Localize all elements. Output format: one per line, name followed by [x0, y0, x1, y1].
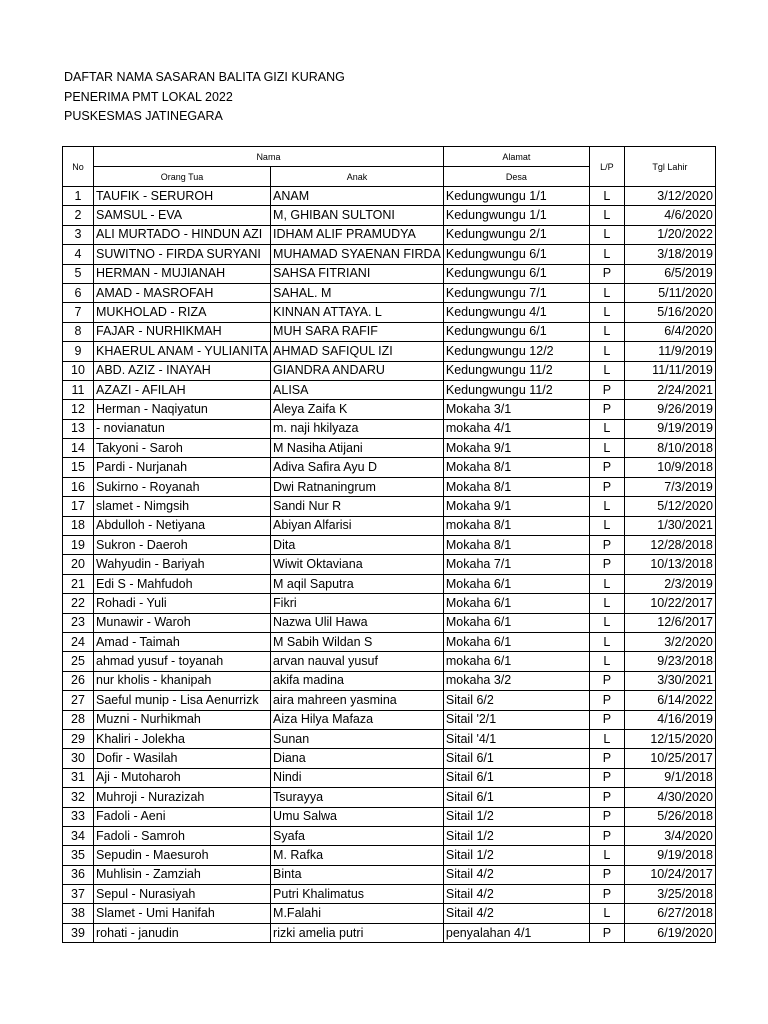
- header-nama: Nama: [94, 147, 444, 167]
- cell-orang-tua: ALI MURTADO - HINDUN AZI: [94, 225, 271, 244]
- table-row: [63, 788, 716, 807]
- cell-orang-tua: Takyoni - Saroh: [94, 439, 271, 458]
- cell-lp: L: [589, 419, 624, 438]
- cell-desa: Kedungwungu 2/1: [443, 225, 589, 244]
- cell-anak: Sunan: [271, 729, 444, 748]
- cell-no: 7: [63, 303, 94, 322]
- cell-lp: P: [589, 807, 624, 826]
- cell-no: 21: [63, 574, 94, 593]
- table-row: [63, 187, 716, 206]
- cell-no: 17: [63, 497, 94, 516]
- cell-orang-tua: nur kholis - khanipah: [94, 671, 271, 690]
- cell-lp: P: [589, 885, 624, 904]
- cell-tgl-lahir: 2/3/2019: [624, 574, 715, 593]
- table-row: [63, 885, 716, 904]
- cell-anak: Abiyan Alfarisi: [271, 516, 444, 535]
- cell-anak: Dwi Ratnaningrum: [271, 477, 444, 496]
- table-row: [63, 768, 716, 787]
- cell-anak: Adiva Safira Ayu D: [271, 458, 444, 477]
- table-row: [63, 632, 716, 651]
- cell-desa: Kedungwungu 7/1: [443, 283, 589, 302]
- cell-tgl-lahir: 2/24/2021: [624, 380, 715, 399]
- cell-no: 10: [63, 361, 94, 380]
- cell-desa: Mokaha 8/1: [443, 458, 589, 477]
- cell-lp: P: [589, 380, 624, 399]
- cell-orang-tua: Herman - Naqiyatun: [94, 400, 271, 419]
- cell-lp: L: [589, 322, 624, 341]
- cell-orang-tua: Sukron - Daeroh: [94, 536, 271, 555]
- cell-orang-tua: ABD. AZIZ - INAYAH: [94, 361, 271, 380]
- cell-anak: M. Rafka: [271, 846, 444, 865]
- cell-no: 29: [63, 729, 94, 748]
- cell-anak: IDHAM ALIF PRAMUDYA: [271, 225, 444, 244]
- cell-no: 4: [63, 245, 94, 264]
- cell-orang-tua: SUWITNO - FIRDA SURYANI: [94, 245, 271, 264]
- cell-desa: Sitail '4/1: [443, 729, 589, 748]
- cell-lp: P: [589, 768, 624, 787]
- table-row: [63, 458, 716, 477]
- cell-no: 27: [63, 691, 94, 710]
- cell-anak: Sandi Nur R: [271, 497, 444, 516]
- cell-anak: Aleya Zaifa K: [271, 400, 444, 419]
- cell-orang-tua: Saeful munip - Lisa Aenurrizk: [94, 691, 271, 710]
- cell-desa: Sitail 6/1: [443, 788, 589, 807]
- table-header: [63, 147, 716, 187]
- cell-no: 2: [63, 206, 94, 225]
- cell-no: 13: [63, 419, 94, 438]
- cell-tgl-lahir: 1/20/2022: [624, 225, 715, 244]
- cell-orang-tua: Abdulloh - Netiyana: [94, 516, 271, 535]
- cell-desa: Kedungwungu 11/2: [443, 380, 589, 399]
- cell-lp: L: [589, 652, 624, 671]
- cell-desa: Kedungwungu 1/1: [443, 187, 589, 206]
- cell-orang-tua: ahmad yusuf - toyanah: [94, 652, 271, 671]
- cell-lp: P: [589, 400, 624, 419]
- cell-no: 26: [63, 671, 94, 690]
- cell-orang-tua: Fadoli - Aeni: [94, 807, 271, 826]
- cell-tgl-lahir: 9/26/2019: [624, 400, 715, 419]
- table-row: [63, 671, 716, 690]
- cell-tgl-lahir: 10/24/2017: [624, 865, 715, 884]
- cell-no: 25: [63, 652, 94, 671]
- cell-tgl-lahir: 9/23/2018: [624, 652, 715, 671]
- cell-tgl-lahir: 10/22/2017: [624, 594, 715, 613]
- table-row: [63, 419, 716, 438]
- cell-anak: Putri Khalimatus: [271, 885, 444, 904]
- cell-tgl-lahir: 11/9/2019: [624, 342, 715, 361]
- cell-tgl-lahir: 3/30/2021: [624, 671, 715, 690]
- cell-desa: Sitail 1/2: [443, 826, 589, 845]
- cell-anak: rizki amelia putri: [271, 923, 444, 942]
- cell-tgl-lahir: 1/30/2021: [624, 516, 715, 535]
- cell-orang-tua: slamet - Nimgsih: [94, 497, 271, 516]
- cell-desa: Sitail 4/2: [443, 865, 589, 884]
- table-row: [63, 497, 716, 516]
- cell-tgl-lahir: 12/6/2017: [624, 613, 715, 632]
- cell-lp: L: [589, 613, 624, 632]
- cell-anak: Tsurayya: [271, 788, 444, 807]
- cell-desa: Mokaha 9/1: [443, 439, 589, 458]
- cell-tgl-lahir: 9/1/2018: [624, 768, 715, 787]
- cell-anak: KINNAN ATTAYA. L: [271, 303, 444, 322]
- cell-no: 31: [63, 768, 94, 787]
- cell-anak: SAHSA FITRIANI: [271, 264, 444, 283]
- cell-lp: P: [589, 458, 624, 477]
- cell-orang-tua: Dofir - Wasilah: [94, 749, 271, 768]
- cell-tgl-lahir: 5/26/2018: [624, 807, 715, 826]
- cell-desa: penyalahan 4/1: [443, 923, 589, 942]
- cell-tgl-lahir: 4/6/2020: [624, 206, 715, 225]
- table-row: [63, 303, 716, 322]
- cell-anak: M Sabih Wildan S: [271, 632, 444, 651]
- table-row: [63, 652, 716, 671]
- cell-no: 1: [63, 187, 94, 206]
- cell-desa: mokaha 4/1: [443, 419, 589, 438]
- cell-orang-tua: Sukirno - Royanah: [94, 477, 271, 496]
- cell-tgl-lahir: 10/13/2018: [624, 555, 715, 574]
- table-row: [63, 729, 716, 748]
- cell-no: 38: [63, 904, 94, 923]
- cell-desa: mokaha 3/2: [443, 671, 589, 690]
- cell-tgl-lahir: 12/28/2018: [624, 536, 715, 555]
- cell-lp: L: [589, 225, 624, 244]
- title-line-2: PENERIMA PMT LOKAL 2022: [64, 89, 233, 104]
- cell-orang-tua: HERMAN - MUJIANAH: [94, 264, 271, 283]
- cell-anak: arvan nauval yusuf: [271, 652, 444, 671]
- table-row: [63, 710, 716, 729]
- cell-no: 6: [63, 283, 94, 302]
- cell-anak: Fikri: [271, 594, 444, 613]
- table-row: [63, 749, 716, 768]
- cell-no: 15: [63, 458, 94, 477]
- cell-lp: P: [589, 691, 624, 710]
- cell-tgl-lahir: 7/3/2019: [624, 477, 715, 496]
- cell-desa: Mokaha 8/1: [443, 477, 589, 496]
- header-lp: L/P: [589, 147, 624, 187]
- document-header: [64, 68, 345, 127]
- cell-no: 19: [63, 536, 94, 555]
- cell-lp: L: [589, 361, 624, 380]
- cell-tgl-lahir: 10/25/2017: [624, 749, 715, 768]
- table-row: [63, 613, 716, 632]
- cell-tgl-lahir: 10/9/2018: [624, 458, 715, 477]
- cell-anak: aira mahreen yasmina: [271, 691, 444, 710]
- cell-anak: MUH SARA RAFIF: [271, 322, 444, 341]
- cell-desa: Kedungwungu 6/1: [443, 322, 589, 341]
- cell-tgl-lahir: 4/30/2020: [624, 788, 715, 807]
- cell-anak: MUHAMAD SYAENAN FIRDA: [271, 245, 444, 264]
- cell-lp: L: [589, 206, 624, 225]
- cell-orang-tua: Pardi - Nurjanah: [94, 458, 271, 477]
- cell-orang-tua: MUKHOLAD - RIZA: [94, 303, 271, 322]
- header-alamat: Alamat: [443, 147, 589, 167]
- table-row: [63, 846, 716, 865]
- table-body: [63, 187, 716, 943]
- cell-anak: m. naji hkilyaza: [271, 419, 444, 438]
- cell-orang-tua: Edi S - Mahfudoh: [94, 574, 271, 593]
- cell-anak: Syafa: [271, 826, 444, 845]
- table-row: [63, 516, 716, 535]
- cell-desa: Kedungwungu 12/2: [443, 342, 589, 361]
- cell-no: 34: [63, 826, 94, 845]
- cell-desa: Sitail 1/2: [443, 846, 589, 865]
- cell-lp: L: [589, 594, 624, 613]
- cell-tgl-lahir: 3/2/2020: [624, 632, 715, 651]
- cell-desa: Sitail '2/1: [443, 710, 589, 729]
- cell-lp: L: [589, 497, 624, 516]
- cell-desa: Kedungwungu 11/2: [443, 361, 589, 380]
- cell-anak: Dita: [271, 536, 444, 555]
- cell-tgl-lahir: 6/27/2018: [624, 904, 715, 923]
- cell-tgl-lahir: 12/15/2020: [624, 729, 715, 748]
- cell-no: 39: [63, 923, 94, 942]
- cell-no: 28: [63, 710, 94, 729]
- cell-no: 9: [63, 342, 94, 361]
- cell-lp: L: [589, 574, 624, 593]
- cell-lp: L: [589, 439, 624, 458]
- cell-tgl-lahir: 3/4/2020: [624, 826, 715, 845]
- cell-orang-tua: SAMSUL - EVA: [94, 206, 271, 225]
- cell-tgl-lahir: 11/11/2019: [624, 361, 715, 380]
- cell-orang-tua: Fadoli - Samroh: [94, 826, 271, 845]
- table-row: [63, 923, 716, 942]
- cell-anak: Umu Salwa: [271, 807, 444, 826]
- cell-lp: L: [589, 729, 624, 748]
- cell-lp: P: [589, 264, 624, 283]
- cell-anak: Nindi: [271, 768, 444, 787]
- table-row: [63, 865, 716, 884]
- table-row: [63, 807, 716, 826]
- table-row: [63, 322, 716, 341]
- cell-tgl-lahir: 6/19/2020: [624, 923, 715, 942]
- cell-no: 20: [63, 555, 94, 574]
- cell-lp: L: [589, 245, 624, 264]
- cell-no: 3: [63, 225, 94, 244]
- cell-lp: P: [589, 555, 624, 574]
- cell-lp: P: [589, 477, 624, 496]
- cell-anak: M, GHIBAN SULTONI: [271, 206, 444, 225]
- table-row: [63, 826, 716, 845]
- table-row: [63, 361, 716, 380]
- cell-desa: Kedungwungu 4/1: [443, 303, 589, 322]
- cell-desa: Mokaha 6/1: [443, 574, 589, 593]
- cell-desa: Kedungwungu 6/1: [443, 245, 589, 264]
- cell-lp: L: [589, 632, 624, 651]
- cell-no: 24: [63, 632, 94, 651]
- table-row: [63, 264, 716, 283]
- cell-desa: Mokaha 7/1: [443, 555, 589, 574]
- cell-lp: L: [589, 342, 624, 361]
- cell-orang-tua: FAJAR - NURHIKMAH: [94, 322, 271, 341]
- cell-lp: P: [589, 536, 624, 555]
- title-line-1: DAFTAR NAMA SASARAN BALITA GIZI KURANG: [64, 70, 345, 84]
- cell-no: 37: [63, 885, 94, 904]
- cell-no: 22: [63, 594, 94, 613]
- title-line-3: PUSKESMAS JATINEGARA: [64, 109, 223, 123]
- cell-anak: M aqil Saputra: [271, 574, 444, 593]
- cell-desa: mokaha 6/1: [443, 652, 589, 671]
- table-row: [63, 594, 716, 613]
- cell-orang-tua: Munawir - Waroh: [94, 613, 271, 632]
- cell-orang-tua: - novianatun: [94, 419, 271, 438]
- table-row: [63, 904, 716, 923]
- cell-no: 30: [63, 749, 94, 768]
- header-tgl-lahir: Tgl Lahir: [624, 147, 715, 187]
- cell-orang-tua: Sepul - Nurasiyah: [94, 885, 271, 904]
- cell-tgl-lahir: 5/12/2020: [624, 497, 715, 516]
- cell-tgl-lahir: 6/14/2022: [624, 691, 715, 710]
- cell-anak: Diana: [271, 749, 444, 768]
- cell-tgl-lahir: 6/4/2020: [624, 322, 715, 341]
- cell-desa: Mokaha 6/1: [443, 613, 589, 632]
- cell-no: 32: [63, 788, 94, 807]
- cell-no: 12: [63, 400, 94, 419]
- cell-no: 11: [63, 380, 94, 399]
- table-row: [63, 225, 716, 244]
- table-row: [63, 245, 716, 264]
- cell-no: 35: [63, 846, 94, 865]
- cell-tgl-lahir: 5/16/2020: [624, 303, 715, 322]
- cell-anak: Aiza Hilya Mafaza: [271, 710, 444, 729]
- cell-lp: L: [589, 904, 624, 923]
- cell-anak: M.Falahi: [271, 904, 444, 923]
- cell-tgl-lahir: 3/12/2020: [624, 187, 715, 206]
- cell-desa: Mokaha 9/1: [443, 497, 589, 516]
- cell-lp: P: [589, 865, 624, 884]
- cell-anak: Binta: [271, 865, 444, 884]
- cell-desa: Mokaha 8/1: [443, 536, 589, 555]
- cell-tgl-lahir: 3/25/2018: [624, 885, 715, 904]
- cell-lp: L: [589, 283, 624, 302]
- cell-no: 33: [63, 807, 94, 826]
- cell-anak: ANAM: [271, 187, 444, 206]
- cell-lp: P: [589, 710, 624, 729]
- table-row: [63, 555, 716, 574]
- cell-lp: L: [589, 516, 624, 535]
- cell-desa: Sitail 4/2: [443, 885, 589, 904]
- cell-orang-tua: KHAERUL ANAM - YULIANITA: [94, 342, 271, 361]
- cell-no: 8: [63, 322, 94, 341]
- cell-desa: mokaha 8/1: [443, 516, 589, 535]
- cell-orang-tua: Muzni - Nurhikmah: [94, 710, 271, 729]
- cell-desa: Sitail 1/2: [443, 807, 589, 826]
- recipient-table: [62, 146, 716, 943]
- header-no: No: [63, 147, 94, 187]
- table-row: [63, 283, 716, 302]
- cell-anak: ALISA: [271, 380, 444, 399]
- header-anak: Anak: [271, 167, 444, 187]
- cell-desa: Kedungwungu 1/1: [443, 206, 589, 225]
- cell-no: 18: [63, 516, 94, 535]
- cell-no: 14: [63, 439, 94, 458]
- cell-tgl-lahir: 9/19/2019: [624, 419, 715, 438]
- cell-lp: P: [589, 671, 624, 690]
- cell-anak: M Nasiha Atijani: [271, 439, 444, 458]
- cell-orang-tua: TAUFIK - SERUROH: [94, 187, 271, 206]
- cell-tgl-lahir: 4/16/2019: [624, 710, 715, 729]
- cell-anak: akifa madina: [271, 671, 444, 690]
- cell-no: 16: [63, 477, 94, 496]
- table-row: [63, 400, 716, 419]
- cell-lp: L: [589, 846, 624, 865]
- table-row: [63, 536, 716, 555]
- cell-lp: P: [589, 749, 624, 768]
- cell-orang-tua: Muhlisin - Zamziah: [94, 865, 271, 884]
- cell-orang-tua: Khaliri - Jolekha: [94, 729, 271, 748]
- cell-anak: AHMAD SAFIQUL IZI: [271, 342, 444, 361]
- cell-orang-tua: Sepudin - Maesuroh: [94, 846, 271, 865]
- cell-tgl-lahir: 5/11/2020: [624, 283, 715, 302]
- cell-lp: P: [589, 923, 624, 942]
- cell-desa: Mokaha 6/1: [443, 594, 589, 613]
- cell-no: 23: [63, 613, 94, 632]
- cell-anak: Wiwit Oktaviana: [271, 555, 444, 574]
- cell-desa: Sitail 4/2: [443, 904, 589, 923]
- cell-anak: GIANDRA ANDARU: [271, 361, 444, 380]
- cell-desa: Sitail 6/2: [443, 691, 589, 710]
- header-orang-tua: Orang Tua: [94, 167, 271, 187]
- table-row: [63, 574, 716, 593]
- cell-desa: Sitail 6/1: [443, 768, 589, 787]
- table-row: [63, 206, 716, 225]
- cell-lp: P: [589, 826, 624, 845]
- cell-tgl-lahir: 9/19/2018: [624, 846, 715, 865]
- cell-orang-tua: Slamet - Umi Hanifah: [94, 904, 271, 923]
- header-desa: Desa: [443, 167, 589, 187]
- table-row: [63, 380, 716, 399]
- cell-orang-tua: Aji - Mutoharoh: [94, 768, 271, 787]
- cell-orang-tua: Muhroji - Nurazizah: [94, 788, 271, 807]
- table-row: [63, 439, 716, 458]
- cell-lp: P: [589, 788, 624, 807]
- table-row: [63, 342, 716, 361]
- cell-desa: Kedungwungu 6/1: [443, 264, 589, 283]
- table-row: [63, 477, 716, 496]
- cell-desa: Mokaha 6/1: [443, 632, 589, 651]
- cell-tgl-lahir: 8/10/2018: [624, 439, 715, 458]
- cell-desa: Sitail 6/1: [443, 749, 589, 768]
- cell-anak: SAHAL. M: [271, 283, 444, 302]
- cell-no: 5: [63, 264, 94, 283]
- cell-desa: Mokaha 3/1: [443, 400, 589, 419]
- cell-orang-tua: Rohadi - Yuli: [94, 594, 271, 613]
- cell-orang-tua: AZAZI - AFILAH: [94, 380, 271, 399]
- cell-orang-tua: Amad - Taimah: [94, 632, 271, 651]
- cell-no: 36: [63, 865, 94, 884]
- cell-tgl-lahir: 3/18/2019: [624, 245, 715, 264]
- cell-orang-tua: AMAD - MASROFAH: [94, 283, 271, 302]
- cell-orang-tua: Wahyudin - Bariyah: [94, 555, 271, 574]
- cell-orang-tua: rohati - janudin: [94, 923, 271, 942]
- table-row: [63, 691, 716, 710]
- cell-anak: Nazwa Ulil Hawa: [271, 613, 444, 632]
- cell-tgl-lahir: 6/5/2019: [624, 264, 715, 283]
- cell-lp: L: [589, 187, 624, 206]
- cell-lp: L: [589, 303, 624, 322]
